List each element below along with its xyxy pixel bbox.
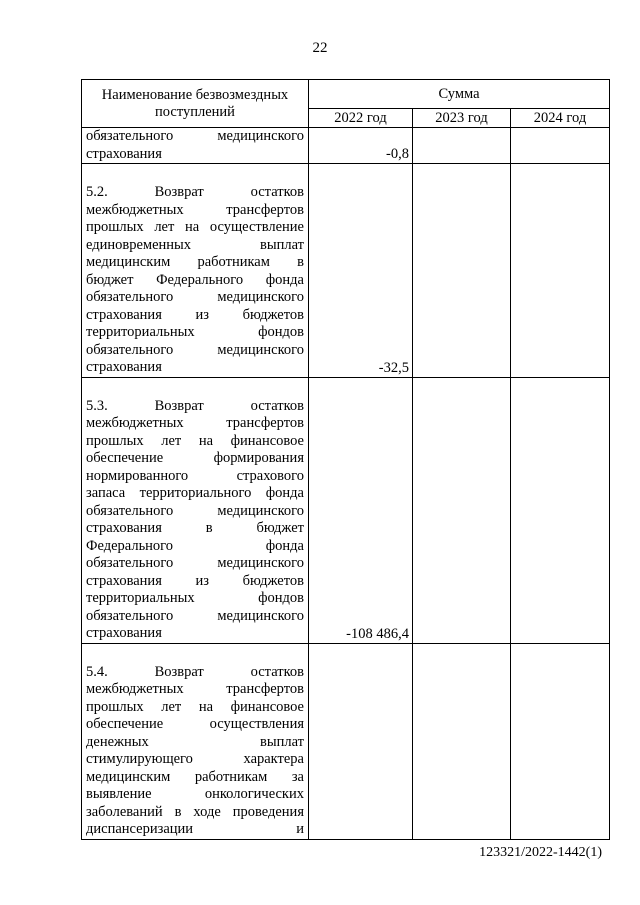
column-header-2022: 2022 год — [309, 109, 413, 128]
value-2023 — [413, 643, 511, 839]
column-header-sum: Сумма — [309, 80, 610, 109]
row-name-line: запаса территориального фонда — [86, 485, 304, 501]
page-number: 22 — [312, 40, 328, 56]
row-name-line: заболеваний в ходе проведения — [86, 803, 304, 820]
value-2022 — [309, 643, 413, 839]
value-2024 — [511, 643, 610, 839]
row-name-line: прошлых лет на осуществление — [86, 219, 304, 235]
table-row — [82, 643, 610, 839]
row-name-line: нормированного страхового — [86, 467, 304, 484]
value-2022: -0,8 — [309, 128, 413, 164]
table-body — [82, 128, 610, 840]
row-name-line: обязательного медицинского — [86, 502, 304, 519]
row-name-line: обязательного медицинского — [86, 341, 304, 358]
value-2023 — [413, 128, 511, 164]
row-name-line: страхования — [86, 145, 162, 162]
row-name-line: страхования из бюджетов — [86, 572, 304, 589]
row-name-line: страхования — [86, 359, 162, 375]
row-name-line: выявление онкологических — [86, 786, 304, 802]
table-row — [82, 128, 610, 164]
column-header-name: Наименование безвозмездных поступлений — [82, 80, 309, 128]
revenue-table — [81, 79, 610, 840]
value-2024 — [511, 164, 610, 378]
row-name-cell — [82, 377, 309, 643]
row-name-line: территориальных фондов — [86, 590, 304, 606]
row-name-line: медицинским работникам в — [86, 254, 304, 270]
row-name-line: страхования — [86, 625, 162, 641]
row-name-line: диспансеризации и — [86, 821, 304, 837]
row-name-line: 5.4. Возврат остатков — [86, 663, 304, 680]
row-name-line: 5.3. Возврат остатков — [86, 397, 304, 414]
row-name-line: страхования из бюджетов — [86, 306, 304, 323]
row-name-cell — [82, 128, 309, 164]
row-name-line: прошлых лет на финансовое — [86, 432, 304, 449]
row-name-line: обеспечение формирования — [86, 450, 304, 466]
row-name-line: обеспечение осуществления — [86, 716, 304, 732]
row-name-cell — [82, 643, 309, 839]
document-code: 123321/2022-1442(1) — [479, 845, 602, 860]
table-header-row — [82, 80, 610, 109]
value-2023 — [413, 164, 511, 378]
column-header-2023: 2023 год — [413, 109, 511, 128]
row-name-line: денежных выплат — [86, 733, 304, 750]
row-name-line: медицинским работникам за — [86, 768, 304, 785]
row-name-line: бюджет Федерального фонда — [86, 271, 304, 288]
row-name-line: межбюджетных трансфертов — [86, 415, 304, 431]
row-name-line: обязательного медицинского — [86, 607, 304, 624]
row-name-line: Федерального фонда — [86, 537, 304, 554]
table-row — [82, 164, 610, 378]
value-2024 — [511, 377, 610, 643]
row-name-line: обязательного медицинского — [86, 128, 304, 144]
row-name-line: прошлых лет на финансовое — [86, 698, 304, 715]
value-2022: -32,5 — [309, 164, 413, 378]
row-name-line: обязательного медицинского — [86, 289, 304, 305]
value-2022: -108 486,4 — [309, 377, 413, 643]
row-name-line: единовременных выплат — [86, 236, 304, 253]
value-2024 — [511, 128, 610, 164]
row-name-line: обязательного медицинского — [86, 555, 304, 571]
row-name-line: 5.2. Возврат остатков — [86, 184, 304, 200]
row-name-line: стимулирующего характера — [86, 751, 304, 767]
value-2023 — [413, 377, 511, 643]
row-name-line: межбюджетных трансфертов — [86, 681, 304, 697]
row-name-line: межбюджетных трансфертов — [86, 201, 304, 218]
row-name-cell — [82, 164, 309, 378]
table-row — [82, 377, 610, 643]
row-name-line: территориальных фондов — [86, 324, 304, 340]
column-header-2024: 2024 год — [511, 109, 610, 128]
row-name-line: страхования в бюджет — [86, 520, 304, 536]
